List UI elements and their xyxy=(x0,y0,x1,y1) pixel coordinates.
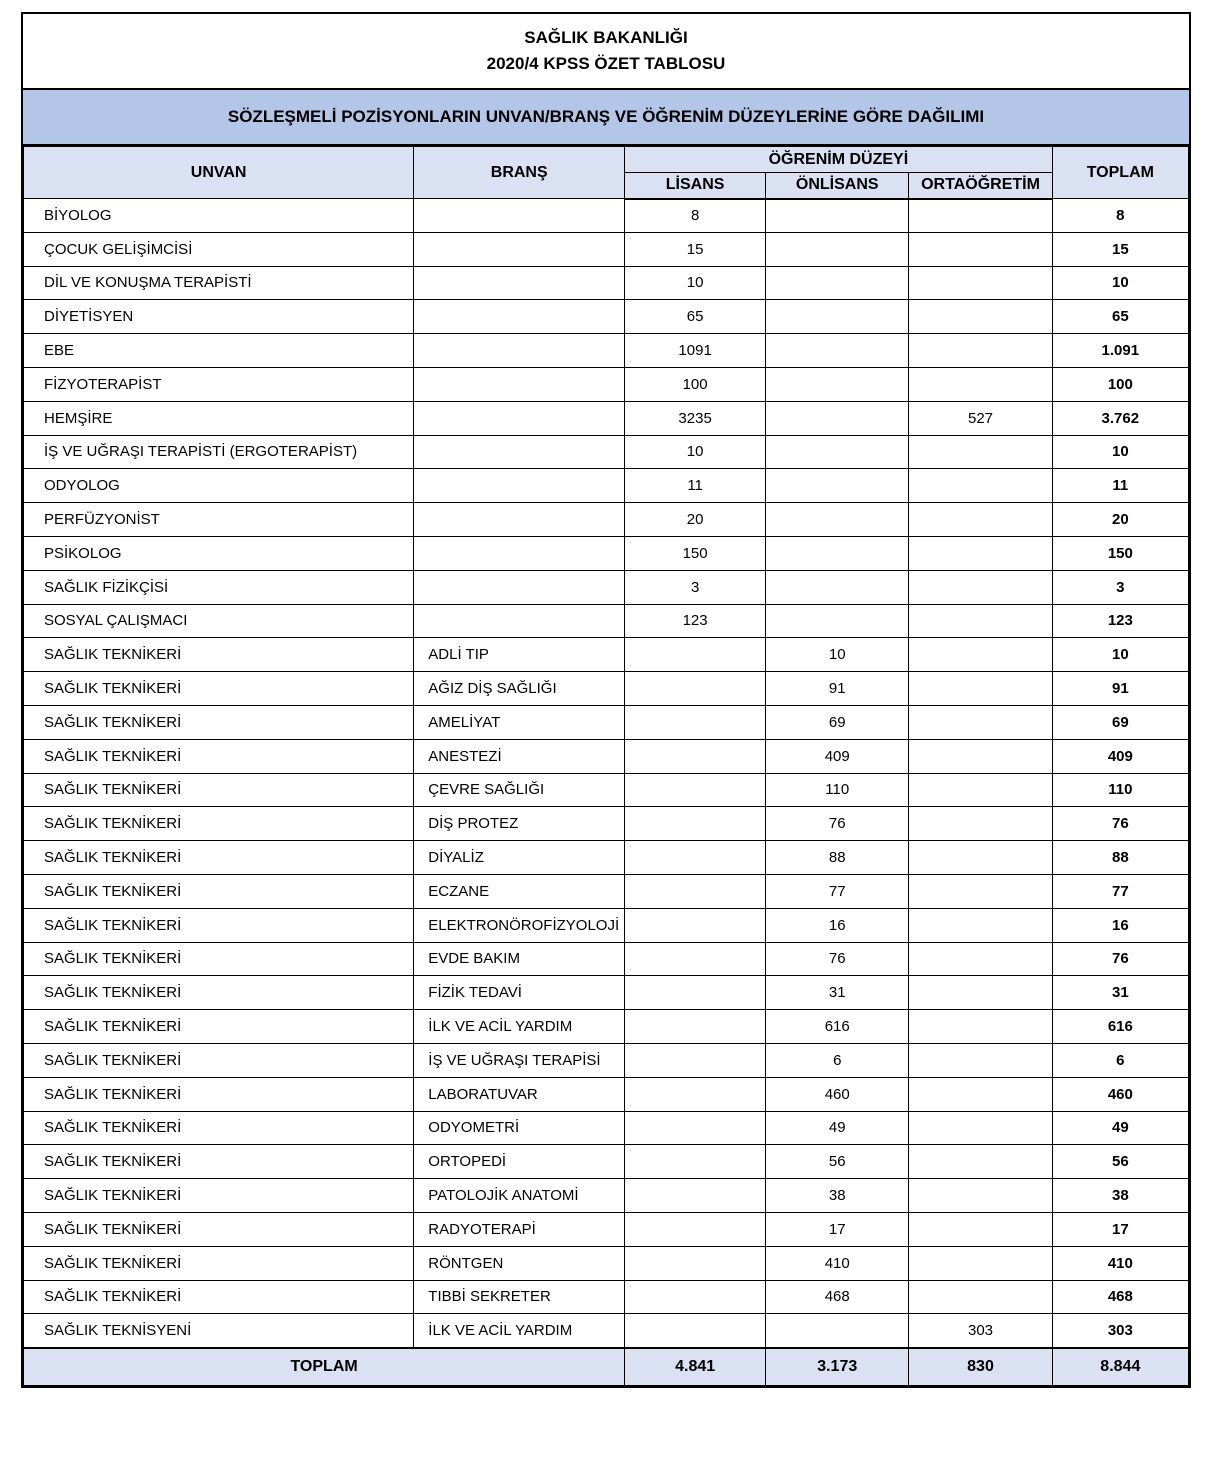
lisans-cell xyxy=(625,807,766,841)
unvan-cell: ODYOLOG xyxy=(24,469,414,503)
table-row xyxy=(24,401,1189,435)
ortaogretim-cell xyxy=(909,1179,1052,1213)
ortaogretim-cell xyxy=(909,841,1052,875)
table-row xyxy=(24,638,1189,672)
toplam-cell: 1.091 xyxy=(1052,334,1188,368)
unvan-cell: SAĞLIK TEKNİSYENİ xyxy=(24,1314,414,1348)
unvan-cell: SAĞLIK TEKNİKERİ xyxy=(24,773,414,807)
brans-cell: ECZANE xyxy=(414,874,625,908)
table-header xyxy=(24,147,1189,199)
ortaogretim-cell xyxy=(909,739,1052,773)
unvan-cell: SAĞLIK TEKNİKERİ xyxy=(24,942,414,976)
ortaogretim-cell: 303 xyxy=(909,1314,1052,1348)
unvan-cell: ÇOCUK GELİŞİMCİSİ xyxy=(24,232,414,266)
toplam-cell: 17 xyxy=(1052,1212,1188,1246)
brans-cell: FİZİK TEDAVİ xyxy=(414,976,625,1010)
ortaogretim-cell xyxy=(909,1043,1052,1077)
footer-lisans-total: 4.841 xyxy=(625,1348,766,1386)
lisans-cell: 3235 xyxy=(625,401,766,435)
toplam-cell: 69 xyxy=(1052,705,1188,739)
brans-cell: DİŞ PROTEZ xyxy=(414,807,625,841)
unvan-cell: SAĞLIK FİZİKÇİSİ xyxy=(24,570,414,604)
brans-cell: AMELİYAT xyxy=(414,705,625,739)
table-row xyxy=(24,739,1189,773)
toplam-cell: 303 xyxy=(1052,1314,1188,1348)
lisans-cell xyxy=(625,1043,766,1077)
lisans-cell xyxy=(625,908,766,942)
ortaogretim-cell xyxy=(909,435,1052,469)
ortaogretim-cell xyxy=(909,1145,1052,1179)
table-row xyxy=(24,705,1189,739)
table-row xyxy=(24,1246,1189,1280)
toplam-cell: 88 xyxy=(1052,841,1188,875)
table-row xyxy=(24,604,1189,638)
toplam-cell: 8 xyxy=(1052,199,1188,233)
toplam-cell: 468 xyxy=(1052,1280,1188,1314)
unvan-cell: BİYOLOG xyxy=(24,199,414,233)
table-row xyxy=(24,773,1189,807)
unvan-cell: SAĞLIK TEKNİKERİ xyxy=(24,841,414,875)
table-row xyxy=(24,300,1189,334)
table-row xyxy=(24,672,1189,706)
onlisans-cell xyxy=(766,503,909,537)
unvan-cell: DİYETİSYEN xyxy=(24,300,414,334)
table-row xyxy=(24,908,1189,942)
table-row xyxy=(24,469,1189,503)
table-row xyxy=(24,874,1189,908)
lisans-cell xyxy=(625,1314,766,1348)
footer-onlisans-total: 3.173 xyxy=(766,1348,909,1386)
lisans-cell xyxy=(625,976,766,1010)
document-title-line2: 2020/4 KPSS ÖZET TABLOSU xyxy=(486,54,726,73)
brans-cell: DİYALİZ xyxy=(414,841,625,875)
unvan-cell: SAĞLIK TEKNİKERİ xyxy=(24,672,414,706)
lisans-cell: 1091 xyxy=(625,334,766,368)
onlisans-cell: 17 xyxy=(766,1212,909,1246)
onlisans-cell: 616 xyxy=(766,1010,909,1044)
brans-cell xyxy=(414,401,625,435)
unvan-cell: SAĞLIK TEKNİKERİ xyxy=(24,908,414,942)
table-row xyxy=(24,334,1189,368)
table-row xyxy=(24,1212,1189,1246)
toplam-cell: 123 xyxy=(1052,604,1188,638)
brans-cell: ODYOMETRİ xyxy=(414,1111,625,1145)
onlisans-cell: 38 xyxy=(766,1179,909,1213)
toplam-cell: 10 xyxy=(1052,435,1188,469)
ortaogretim-cell xyxy=(909,334,1052,368)
onlisans-cell xyxy=(766,232,909,266)
toplam-cell: 11 xyxy=(1052,469,1188,503)
unvan-cell: SAĞLIK TEKNİKERİ xyxy=(24,1179,414,1213)
toplam-cell: 3.762 xyxy=(1052,401,1188,435)
brans-cell: EVDE BAKIM xyxy=(414,942,625,976)
brans-cell xyxy=(414,604,625,638)
onlisans-cell: 49 xyxy=(766,1111,909,1145)
toplam-cell: 77 xyxy=(1052,874,1188,908)
ortaogretim-cell xyxy=(909,1010,1052,1044)
table-footer xyxy=(24,1348,1189,1386)
ortaogretim-cell xyxy=(909,942,1052,976)
onlisans-cell: 6 xyxy=(766,1043,909,1077)
lisans-cell: 20 xyxy=(625,503,766,537)
brans-cell xyxy=(414,503,625,537)
lisans-cell xyxy=(625,705,766,739)
summary-table-frame xyxy=(21,12,1191,1388)
lisans-cell: 15 xyxy=(625,232,766,266)
onlisans-cell xyxy=(766,367,909,401)
toplam-cell: 150 xyxy=(1052,536,1188,570)
ortaogretim-cell xyxy=(909,1246,1052,1280)
ortaogretim-cell xyxy=(909,1077,1052,1111)
onlisans-cell: 76 xyxy=(766,942,909,976)
toplam-cell: 460 xyxy=(1052,1077,1188,1111)
brans-cell xyxy=(414,435,625,469)
table-body xyxy=(24,199,1189,1348)
brans-cell: ÇEVRE SAĞLIĞI xyxy=(414,773,625,807)
column-header-ortaogretim: ORTAÖĞRETİM xyxy=(909,173,1052,199)
toplam-cell: 10 xyxy=(1052,266,1188,300)
brans-cell: RADYOTERAPİ xyxy=(414,1212,625,1246)
unvan-cell: FİZYOTERAPİST xyxy=(24,367,414,401)
unvan-cell: SAĞLIK TEKNİKERİ xyxy=(24,1077,414,1111)
column-header-brans: BRANŞ xyxy=(414,147,625,199)
ortaogretim-cell xyxy=(909,705,1052,739)
toplam-cell: 49 xyxy=(1052,1111,1188,1145)
footer-ortaogretim-total: 830 xyxy=(909,1348,1052,1386)
onlisans-cell: 77 xyxy=(766,874,909,908)
brans-cell xyxy=(414,300,625,334)
lisans-cell xyxy=(625,638,766,672)
table-row xyxy=(24,1314,1189,1348)
brans-cell xyxy=(414,266,625,300)
ortaogretim-cell xyxy=(909,503,1052,537)
unvan-cell: SAĞLIK TEKNİKERİ xyxy=(24,1010,414,1044)
onlisans-cell xyxy=(766,300,909,334)
ortaogretim-cell xyxy=(909,773,1052,807)
ortaogretim-cell xyxy=(909,908,1052,942)
brans-cell: ADLİ TIP xyxy=(414,638,625,672)
ortaogretim-cell xyxy=(909,874,1052,908)
table-row xyxy=(24,841,1189,875)
column-header-lisans: LİSANS xyxy=(625,173,766,199)
ortaogretim-cell xyxy=(909,672,1052,706)
toplam-cell: 15 xyxy=(1052,232,1188,266)
toplam-cell: 65 xyxy=(1052,300,1188,334)
table-row xyxy=(24,367,1189,401)
onlisans-cell xyxy=(766,334,909,368)
ortaogretim-cell xyxy=(909,976,1052,1010)
brans-cell: ELEKTRONÖROFİZYOLOJİ xyxy=(414,908,625,942)
lisans-cell xyxy=(625,1077,766,1111)
onlisans-cell: 110 xyxy=(766,773,909,807)
table-row xyxy=(24,1145,1189,1179)
brans-cell: İLK VE ACİL YARDIM xyxy=(414,1010,625,1044)
onlisans-cell xyxy=(766,604,909,638)
ortaogretim-cell xyxy=(909,469,1052,503)
onlisans-cell xyxy=(766,199,909,233)
toplam-cell: 110 xyxy=(1052,773,1188,807)
ortaogretim-cell xyxy=(909,1111,1052,1145)
unvan-cell: SAĞLIK TEKNİKERİ xyxy=(24,1246,414,1280)
table-row xyxy=(24,1043,1189,1077)
toplam-cell: 76 xyxy=(1052,807,1188,841)
toplam-cell: 56 xyxy=(1052,1145,1188,1179)
onlisans-cell: 69 xyxy=(766,705,909,739)
table-row xyxy=(24,1179,1189,1213)
ortaogretim-cell xyxy=(909,1212,1052,1246)
lisans-cell: 10 xyxy=(625,435,766,469)
table-row xyxy=(24,570,1189,604)
onlisans-cell: 31 xyxy=(766,976,909,1010)
lisans-cell xyxy=(625,672,766,706)
toplam-cell: 6 xyxy=(1052,1043,1188,1077)
table-row xyxy=(24,536,1189,570)
brans-cell: AĞIZ DİŞ SAĞLIĞI xyxy=(414,672,625,706)
brans-cell: PATOLOJİK ANATOMİ xyxy=(414,1179,625,1213)
document-title-line1: SAĞLIK BAKANLIĞI xyxy=(524,27,688,47)
unvan-cell: DİL VE KONUŞMA TERAPİSTİ xyxy=(24,266,414,300)
lisans-cell: 100 xyxy=(625,367,766,401)
document-subtitle: SÖZLEŞMELİ POZİSYONLARIN UNVAN/BRANŞ VE ÖĞRENİM DÜZEYLERİNE GÖRE DAĞILIMI xyxy=(227,107,985,126)
brans-cell: ORTOPEDİ xyxy=(414,1145,625,1179)
table-row xyxy=(24,435,1189,469)
onlisans-cell xyxy=(766,266,909,300)
table-row xyxy=(24,942,1189,976)
brans-cell xyxy=(414,469,625,503)
lisans-cell: 8 xyxy=(625,199,766,233)
onlisans-cell: 468 xyxy=(766,1280,909,1314)
unvan-cell: SAĞLIK TEKNİKERİ xyxy=(24,705,414,739)
lisans-cell xyxy=(625,1145,766,1179)
lisans-cell xyxy=(625,942,766,976)
toplam-cell: 38 xyxy=(1052,1179,1188,1213)
onlisans-cell xyxy=(766,536,909,570)
lisans-cell: 10 xyxy=(625,266,766,300)
toplam-cell: 10 xyxy=(1052,638,1188,672)
table-row xyxy=(24,266,1189,300)
column-header-unvan: UNVAN xyxy=(24,147,414,199)
header-row-main xyxy=(24,147,1189,173)
unvan-cell: HEMŞİRE xyxy=(24,401,414,435)
toplam-cell: 409 xyxy=(1052,739,1188,773)
footer-label: TOPLAM xyxy=(24,1348,625,1386)
lisans-cell xyxy=(625,1179,766,1213)
ortaogretim-cell xyxy=(909,300,1052,334)
brans-cell xyxy=(414,367,625,401)
table-row xyxy=(24,1111,1189,1145)
onlisans-cell: 56 xyxy=(766,1145,909,1179)
unvan-cell: SAĞLIK TEKNİKERİ xyxy=(24,739,414,773)
unvan-cell: SAĞLIK TEKNİKERİ xyxy=(24,807,414,841)
ortaogretim-cell xyxy=(909,1280,1052,1314)
brans-cell xyxy=(414,536,625,570)
table-row xyxy=(24,976,1189,1010)
toplam-cell: 31 xyxy=(1052,976,1188,1010)
ortaogretim-cell: 527 xyxy=(909,401,1052,435)
brans-cell xyxy=(414,199,625,233)
onlisans-cell: 16 xyxy=(766,908,909,942)
onlisans-cell xyxy=(766,435,909,469)
onlisans-cell xyxy=(766,401,909,435)
lisans-cell: 150 xyxy=(625,536,766,570)
unvan-cell: PERFÜZYONİST xyxy=(24,503,414,537)
onlisans-cell: 76 xyxy=(766,807,909,841)
toplam-cell: 410 xyxy=(1052,1246,1188,1280)
unvan-cell: SAĞLIK TEKNİKERİ xyxy=(24,976,414,1010)
unvan-cell: EBE xyxy=(24,334,414,368)
table-row xyxy=(24,1077,1189,1111)
brans-cell xyxy=(414,334,625,368)
ortaogretim-cell xyxy=(909,232,1052,266)
ortaogretim-cell xyxy=(909,266,1052,300)
lisans-cell xyxy=(625,739,766,773)
lisans-cell: 123 xyxy=(625,604,766,638)
table-row xyxy=(24,807,1189,841)
unvan-cell: PSİKOLOG xyxy=(24,536,414,570)
toplam-cell: 3 xyxy=(1052,570,1188,604)
ortaogretim-cell xyxy=(909,638,1052,672)
document-subtitle-band xyxy=(23,90,1189,146)
toplam-cell: 20 xyxy=(1052,503,1188,537)
toplam-cell: 16 xyxy=(1052,908,1188,942)
table-row xyxy=(24,199,1189,233)
lisans-cell: 11 xyxy=(625,469,766,503)
ortaogretim-cell xyxy=(909,199,1052,233)
brans-cell xyxy=(414,232,625,266)
column-header-ogrenim-duzeyi: ÖĞRENİM DÜZEYİ xyxy=(625,147,1053,173)
lisans-cell xyxy=(625,841,766,875)
onlisans-cell xyxy=(766,469,909,503)
footer-row-toplam xyxy=(24,1348,1189,1386)
lisans-cell xyxy=(625,874,766,908)
lisans-cell xyxy=(625,1010,766,1044)
positions-table xyxy=(23,146,1189,1386)
unvan-cell: SAĞLIK TEKNİKERİ xyxy=(24,874,414,908)
brans-cell: LABORATUVAR xyxy=(414,1077,625,1111)
onlisans-cell xyxy=(766,570,909,604)
unvan-cell: SAĞLIK TEKNİKERİ xyxy=(24,1280,414,1314)
ortaogretim-cell xyxy=(909,570,1052,604)
document-title xyxy=(23,14,1189,90)
brans-cell: ANESTEZİ xyxy=(414,739,625,773)
onlisans-cell: 410 xyxy=(766,1246,909,1280)
toplam-cell: 76 xyxy=(1052,942,1188,976)
toplam-cell: 100 xyxy=(1052,367,1188,401)
brans-cell: İLK VE ACİL YARDIM xyxy=(414,1314,625,1348)
column-header-toplam: TOPLAM xyxy=(1052,147,1188,199)
unvan-cell: SOSYAL ÇALIŞMACI xyxy=(24,604,414,638)
unvan-cell: SAĞLIK TEKNİKERİ xyxy=(24,1212,414,1246)
unvan-cell: SAĞLIK TEKNİKERİ xyxy=(24,1043,414,1077)
brans-cell: RÖNTGEN xyxy=(414,1246,625,1280)
onlisans-cell: 91 xyxy=(766,672,909,706)
toplam-cell: 616 xyxy=(1052,1010,1188,1044)
column-header-onlisans: ÖNLİSANS xyxy=(766,173,909,199)
ortaogretim-cell xyxy=(909,536,1052,570)
lisans-cell xyxy=(625,1246,766,1280)
unvan-cell: İŞ VE UĞRAŞI TERAPİSTİ (ERGOTERAPİST) xyxy=(24,435,414,469)
table-row xyxy=(24,1280,1189,1314)
table-row xyxy=(24,503,1189,537)
ortaogretim-cell xyxy=(909,604,1052,638)
lisans-cell xyxy=(625,1111,766,1145)
unvan-cell: SAĞLIK TEKNİKERİ xyxy=(24,1111,414,1145)
footer-grand-total: 8.844 xyxy=(1052,1348,1188,1386)
onlisans-cell: 409 xyxy=(766,739,909,773)
unvan-cell: SAĞLIK TEKNİKERİ xyxy=(24,638,414,672)
lisans-cell xyxy=(625,1280,766,1314)
table-row xyxy=(24,1010,1189,1044)
toplam-cell: 91 xyxy=(1052,672,1188,706)
onlisans-cell: 88 xyxy=(766,841,909,875)
brans-cell: İŞ VE UĞRAŞI TERAPİSİ xyxy=(414,1043,625,1077)
brans-cell xyxy=(414,570,625,604)
table-row xyxy=(24,232,1189,266)
brans-cell: TIBBİ SEKRETER xyxy=(414,1280,625,1314)
onlisans-cell: 460 xyxy=(766,1077,909,1111)
ortaogretim-cell xyxy=(909,807,1052,841)
onlisans-cell: 10 xyxy=(766,638,909,672)
lisans-cell xyxy=(625,773,766,807)
ortaogretim-cell xyxy=(909,367,1052,401)
unvan-cell: SAĞLIK TEKNİKERİ xyxy=(24,1145,414,1179)
onlisans-cell xyxy=(766,1314,909,1348)
lisans-cell xyxy=(625,1212,766,1246)
lisans-cell: 65 xyxy=(625,300,766,334)
lisans-cell: 3 xyxy=(625,570,766,604)
